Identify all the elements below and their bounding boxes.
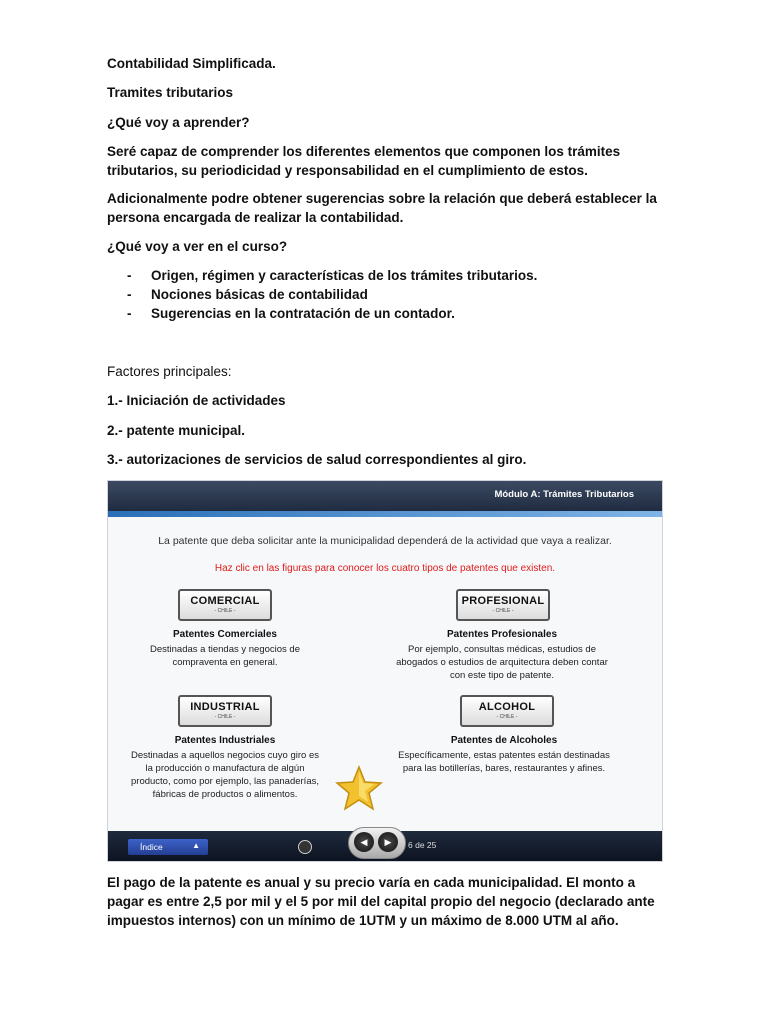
module-header: [108, 481, 662, 511]
nav-controls: [348, 827, 406, 859]
list-item: - Sugerencias en la contratación de un contador.: [127, 306, 455, 321]
module-title: Módulo A: Trámites Tributarios: [494, 489, 634, 500]
doc-subtitle: Tramites tributarios: [107, 85, 234, 100]
profesional-title: Patentes Profesionales: [446, 629, 558, 640]
question-learn: ¿Qué voy a aprender?: [107, 115, 250, 130]
course-topics-list: [107, 266, 667, 323]
chevron-up-icon: ▲: [192, 841, 200, 850]
alcohol-desc: Específicamente, estas patentes están destinadas para las botillerías, bares, restaurantes y afines.: [398, 750, 610, 774]
factor-1: 1.- Iniciación de actividades: [107, 393, 286, 408]
print-icon[interactable]: [298, 840, 312, 854]
closing-paragraph: El pago de la patente es anual y su precio varía en cada municipalidad. El monto a pagar es entre 2,5 por mil y el 5 por mil del capital propio del negocio (declarado ante impuestos internos) con un mínimo de 1UTM y un máximo de 8.000 UTM al año.: [107, 875, 655, 928]
factor-3: 3.- autorizaciones de servicios de salud correspondientes al giro.: [107, 452, 527, 467]
comercial-desc: Destinadas a tiendas y negocios de compraventa en general.: [150, 644, 300, 668]
doc-title: Contabilidad Simplificada.: [107, 56, 276, 71]
next-button[interactable]: ▶: [378, 832, 398, 852]
list-item: - Origen, régimen y características de los trámites tributarios.: [127, 268, 538, 283]
plate-alcohol-button[interactable]: ALCOHOL - CHILE -: [460, 695, 554, 727]
module-screenshot: [107, 480, 663, 862]
module-body: [108, 517, 662, 831]
industrial-title: Patentes Industriales: [174, 735, 276, 746]
plate-industrial-button[interactable]: INDUSTRIAL - CHILE -: [178, 695, 272, 727]
star-icon: [334, 764, 384, 814]
factors-title: Factores principales:: [107, 364, 232, 379]
factor-2: 2.- patente municipal.: [107, 423, 246, 438]
module-instruction: Haz clic en las figuras para conocer los cuatro tipos de patentes que existen.: [214, 563, 556, 574]
module-intro: La patente que deba solicitar ante la municipalidad dependerá de la actividad que vaya a realizar.: [158, 535, 612, 547]
plate-profesional-button[interactable]: PROFESIONAL - CHILE -: [456, 589, 550, 621]
list-item: - Nociones básicas de contabilidad: [127, 287, 368, 302]
profesional-desc: Por ejemplo, consultas médicas, estudios de abogados o estudios de arquitectura deben contar con este tipo de patente.: [396, 644, 608, 681]
comercial-title: Patentes Comerciales: [173, 629, 277, 640]
industrial-desc: Destinadas a aquellos negocios cuyo giro es la producción o manufactura de algún producto, como por ejemplo, las panaderías, fábricas de productos o alimentos.: [130, 750, 319, 800]
paragraph-suggestions: Adicionalmente podre obtener sugerencias sobre la relación que deberá establecer la persona encargada de realizar la contabilidad.: [107, 191, 657, 225]
index-button[interactable]: Índice ▲: [128, 839, 208, 855]
prev-button[interactable]: ◀: [354, 832, 374, 852]
plate-comercial-button[interactable]: COMERCIAL - CHILE -: [178, 589, 272, 621]
paragraph-learn: Seré capaz de comprender los diferentes elementos que componen los trámites tributarios, su periodicidad y responsabilidad en el cumplimiento de estos.: [107, 144, 621, 178]
page-counter: 6 de 25: [408, 840, 437, 850]
alcohol-title: Patentes de Alcoholes: [450, 735, 558, 746]
question-course: ¿Qué voy a ver en el curso?: [107, 239, 288, 254]
module-footer: [108, 831, 662, 861]
